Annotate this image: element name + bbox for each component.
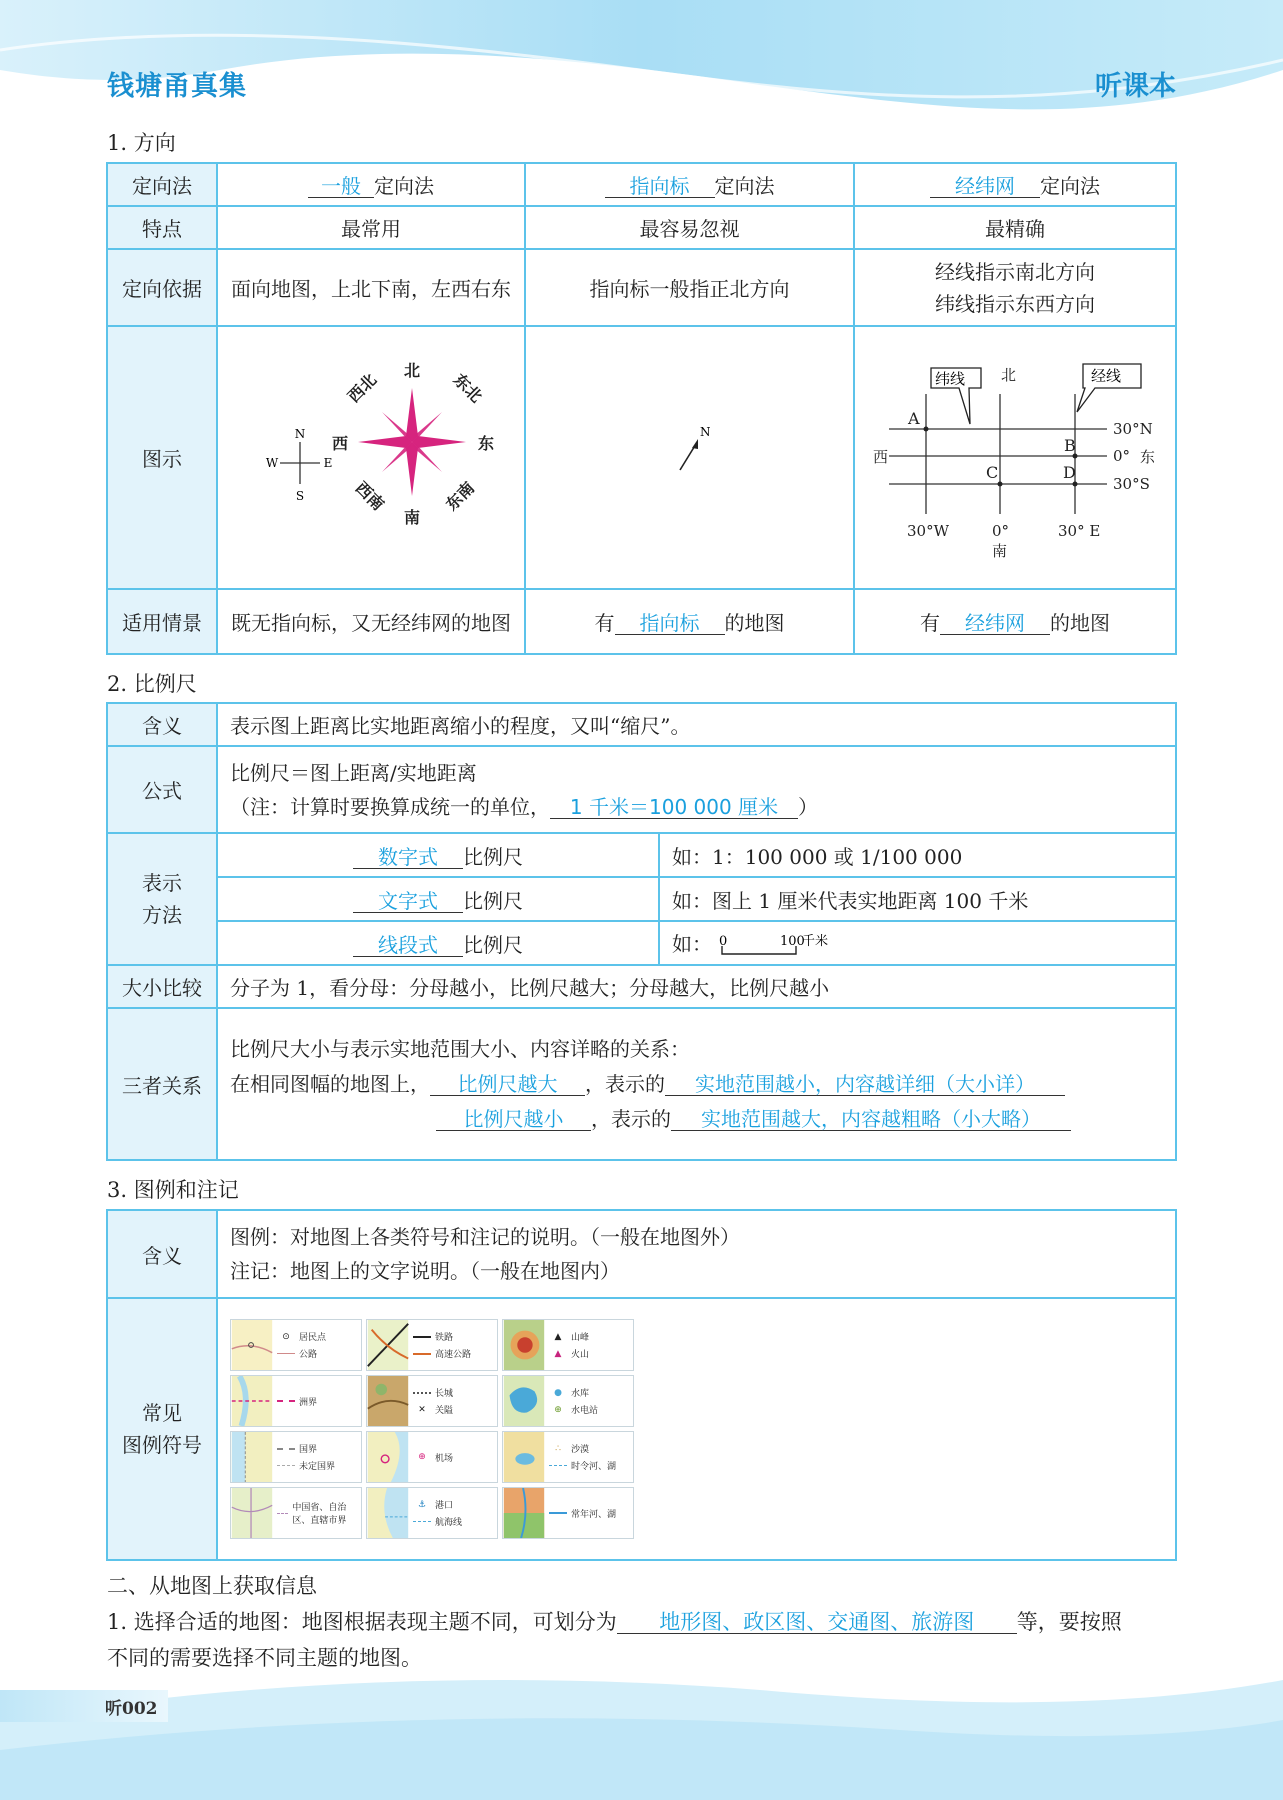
boundary-icon	[231, 1432, 273, 1482]
legend-label: 水库	[571, 1389, 590, 1399]
label-line: 图例符号	[122, 1433, 202, 1457]
scale-compare: 分子为 1，看分母：分母越小，比例尺越大；分母越大，比例尺越小	[217, 965, 1176, 1008]
point-c: C	[986, 463, 999, 482]
label-north: 北	[403, 361, 421, 380]
lon-0: 0°	[992, 522, 1010, 540]
grid-diagram-cell	[854, 326, 1176, 589]
legend-label: 时令河、湖	[571, 1462, 617, 1472]
lat-0: 0°	[1113, 447, 1131, 465]
answer-blank: 一般	[308, 175, 374, 198]
meaning-line: 图例：对地图上各类符号和注记的说明。（一般在地图外）	[230, 1225, 740, 1249]
answer-blank: 指向标	[605, 175, 715, 198]
label-north: 北	[1001, 366, 1017, 384]
basis-cell: 面向地图，上北下南，左西右东	[217, 249, 525, 326]
row-label-basis: 定向依据	[107, 249, 217, 326]
legend-label: 山峰	[571, 1333, 590, 1343]
book-title: 钱塘甬真集	[107, 71, 247, 102]
answer-blank: 线段式	[353, 934, 463, 957]
relation-line: 比例尺大小与表示实地范围大小、内容详略的关系：	[230, 1036, 690, 1061]
label-northeast: 东北	[449, 370, 486, 407]
railway-highway-icon	[367, 1320, 409, 1370]
legend-item: ⊕ 机场	[366, 1431, 498, 1483]
legend-label: 火山	[571, 1350, 590, 1360]
weixian-callout	[931, 368, 981, 424]
method-arrow	[525, 163, 854, 206]
method-name	[217, 921, 659, 965]
label-south: 南	[403, 508, 421, 527]
legend-label: 长城	[435, 1389, 454, 1399]
weixian-label: 纬线	[935, 370, 966, 388]
jingxian-label: 经线	[1091, 367, 1122, 385]
lon-30e: 30° E	[1058, 522, 1101, 540]
label-line: 方法	[142, 903, 182, 927]
part2-title: 二、从地图上获取信息	[107, 1574, 317, 1598]
legend-item: ∴ 沙漠 时令河、湖	[502, 1431, 634, 1483]
peak-volcano-icon	[503, 1320, 545, 1370]
direction-title: 1. 方向	[107, 131, 176, 155]
bar-end: 100	[780, 933, 806, 949]
line-suffix: 等，要按照	[1016, 1610, 1122, 1634]
reservoir-hydro-icon	[503, 1376, 545, 1426]
arrow-diagram-cell	[525, 326, 854, 589]
legend-item: 长城 ✕ 关隘	[366, 1375, 498, 1427]
label-east: 东	[477, 434, 495, 453]
label-east: 东	[1140, 448, 1156, 466]
scale-meaning: 表示图上距离比实地距离缩小的程度，又叫“缩尺”。	[217, 703, 1176, 746]
legend-label: 未定国界	[299, 1462, 336, 1472]
part2-line1	[107, 1604, 1177, 1640]
legend-item: ● 水库 ⊕ 水电站	[502, 1375, 634, 1427]
footer-wave	[0, 1660, 1283, 1800]
answer-blank: 比例尺越小	[436, 1108, 591, 1131]
basis-line: 纬线指示东西方向	[935, 291, 1095, 316]
province-boundary-icon	[231, 1488, 273, 1538]
legend-label: 沙漠	[571, 1445, 590, 1455]
feature-cell: 最常用	[217, 206, 525, 249]
method-grid	[854, 163, 1176, 206]
latlon-grid-diagram	[855, 328, 1175, 587]
relation-prefix: 在相同图幅的地图上，	[230, 1071, 430, 1096]
row-label-diagram: 图示	[107, 326, 217, 589]
label-southeast: 东南	[442, 478, 479, 515]
answer-blank: 指向标	[615, 612, 725, 635]
basis-cell	[854, 249, 1176, 326]
relation-line	[230, 1067, 1175, 1102]
method-suffix: 定向法	[374, 174, 434, 198]
basis-line: 经线指示南北方向	[935, 259, 1095, 284]
legend-item: ⊙ 居民点 公路	[230, 1319, 362, 1371]
grid-point-labels	[907, 409, 1076, 482]
compass-star	[358, 388, 466, 496]
legend-label: 国界	[299, 1445, 318, 1455]
answer-blank: 数字式	[353, 846, 463, 869]
legend-label: 港口	[435, 1501, 454, 1511]
row-label-formula: 公式	[107, 746, 217, 833]
legend-label: 居民点	[299, 1333, 327, 1343]
river-lake-icon	[503, 1488, 545, 1538]
relation-mid: ，表示的	[585, 1071, 665, 1096]
method-suffix: 比例尺	[463, 888, 523, 913]
bar-zero: 0	[719, 933, 728, 949]
method-suffix: 比例尺	[463, 844, 523, 869]
row-label-methods	[107, 833, 217, 965]
legend-item	[230, 1487, 362, 1539]
greatwall-pass-icon	[367, 1376, 409, 1426]
label-northwest: 西北	[344, 370, 381, 407]
direction-table	[106, 162, 1177, 655]
row-label-relation: 三者关系	[107, 1008, 217, 1160]
answer-blank: 经纬网	[930, 175, 1040, 198]
feature-cell: 最容易忽视	[525, 206, 854, 249]
label-southwest: 西南	[351, 478, 388, 515]
scale-relation	[217, 1008, 1176, 1160]
usage-cell: 既无指向标，又无经纬网的地图	[217, 589, 525, 654]
scale-title: 2. 比例尺	[107, 672, 197, 696]
bar-unit: 千米	[802, 933, 829, 949]
method-suffix: 定向法	[714, 174, 775, 198]
line-prefix: 1. 选择合适的地图：地图根据表现主题不同，可划分为	[107, 1610, 617, 1634]
method-suffix: 比例尺	[463, 932, 523, 957]
small-compass	[280, 442, 320, 484]
formula-line: 比例尺＝图上距离/实地距离	[230, 760, 477, 785]
continent-boundary-icon	[231, 1376, 273, 1426]
row-label-compare: 大小比较	[107, 965, 217, 1008]
scale-formula	[217, 746, 1176, 833]
legend-item	[502, 1487, 634, 1539]
arrow-n-label: N	[700, 425, 711, 439]
port-shipping-icon	[367, 1488, 409, 1538]
feature-cell: 最精确	[854, 206, 1176, 249]
relation-mid: ，表示的	[591, 1106, 671, 1131]
row-label-method: 定向法	[107, 163, 217, 206]
legend-label: 高速公路	[435, 1350, 472, 1360]
settlement-road-icon	[231, 1320, 273, 1370]
label-south: 南	[992, 542, 1008, 560]
row-label-feature: 特点	[107, 206, 217, 249]
usage-prefix: 有	[920, 611, 940, 635]
basis-cell: 指向标一般指正北方向	[525, 249, 854, 326]
legend-grid	[230, 1319, 1175, 1539]
legend-label: 关隘	[435, 1406, 454, 1416]
method-general	[217, 163, 525, 206]
line-scale-bar	[718, 934, 838, 958]
small-compass-s: S	[295, 489, 305, 503]
page-number: 听002	[105, 1699, 158, 1719]
legend-table	[106, 1209, 1177, 1561]
relation-line	[230, 1102, 1175, 1137]
section-label: 听课本	[1095, 71, 1176, 102]
label-west: 西	[331, 434, 349, 453]
lat-30n: 30°N	[1113, 420, 1153, 438]
answer-blank: 1 千米＝100 000 厘米	[550, 796, 798, 819]
row-label-usage: 适用情景	[107, 589, 217, 654]
north-arrow-diagram	[526, 328, 853, 587]
method-example: 如：图上 1 厘米代表实地距离 100 千米	[659, 877, 1176, 921]
usage-cell	[854, 589, 1176, 654]
grid-axis-labels	[873, 366, 1155, 560]
legend-label: 洲界	[299, 1397, 318, 1408]
usage-prefix: 有	[594, 611, 615, 635]
answer-blank: 地形图、政区图、交通图、旅游图	[617, 1611, 1017, 1634]
row-label-meaning: 含义	[107, 703, 217, 746]
formula-prefix: （注：计算时要换算成统一的单位，	[230, 794, 550, 819]
row-label-common	[107, 1298, 217, 1560]
method-suffix: 定向法	[1040, 174, 1100, 198]
lon-30w: 30°W	[907, 522, 950, 540]
scale-table	[106, 702, 1177, 1161]
usage-cell	[525, 589, 854, 654]
label-west: 西	[873, 448, 889, 466]
lat-30s: 30°S	[1113, 475, 1150, 493]
point-a: A	[908, 409, 920, 428]
method-name	[217, 877, 659, 921]
answer-blank: 经纬网	[940, 612, 1050, 635]
legend-label: 中国省、自治区、直辖市界	[292, 1503, 347, 1526]
row-label-meaning: 含义	[107, 1210, 217, 1298]
formula-suffix: ）	[798, 794, 818, 819]
legend-label: 机场	[435, 1453, 454, 1464]
part2-line2: 不同的需要选择不同主题的地图。	[107, 1646, 422, 1670]
small-compass-e: E	[323, 456, 333, 470]
legend-label: 常年河、湖	[571, 1509, 617, 1520]
legend-item	[366, 1319, 498, 1371]
usage-suffix: 的地图	[1050, 611, 1110, 635]
desert-lake-icon	[503, 1432, 545, 1482]
compass-rose-diagram	[218, 328, 524, 587]
method-example: 如：1：100 000 或 1/100 000	[659, 833, 1176, 877]
legend-label: 航海线	[435, 1518, 463, 1528]
compass-diagram-cell	[217, 326, 525, 589]
answer-blank: 文字式	[353, 890, 463, 913]
jingxian-callout	[1077, 364, 1141, 412]
usage-suffix: 的地图	[724, 611, 785, 635]
answer-blank: 实地范围越大，内容越粗略（小大略）	[671, 1108, 1071, 1131]
answer-blank: 实地范围越小，内容越详细（大小详）	[665, 1073, 1065, 1096]
legend-item: ▲ 山峰 ▲ 火山	[502, 1319, 634, 1371]
legend-label: 公路	[299, 1350, 318, 1360]
formula-note	[230, 790, 1175, 824]
airport-icon	[367, 1432, 409, 1482]
legend-item	[230, 1375, 362, 1427]
point-b: B	[1064, 436, 1076, 455]
point-d: D	[1063, 463, 1076, 482]
legend-title: 3. 图例和注记	[107, 1178, 239, 1202]
legend-label: 水电站	[571, 1406, 599, 1416]
method-name	[217, 833, 659, 877]
meaning-line: 注记：地图上的文字说明。（一般在地图内）	[230, 1259, 620, 1283]
legend-item	[230, 1431, 362, 1483]
example-prefix: 如：	[672, 932, 712, 957]
method-example	[659, 921, 1176, 965]
label-line: 表示	[142, 871, 182, 895]
legend-symbols-cell	[217, 1298, 1176, 1560]
answer-blank: 比例尺越大	[430, 1073, 585, 1096]
legend-label: 铁路	[435, 1333, 454, 1343]
legend-item: ⚓ 港口 航海线	[366, 1487, 498, 1539]
small-compass-n: N	[294, 427, 306, 441]
small-compass-w: W	[265, 456, 279, 470]
legend-meaning	[217, 1210, 1176, 1298]
label-line: 常见	[142, 1401, 182, 1425]
